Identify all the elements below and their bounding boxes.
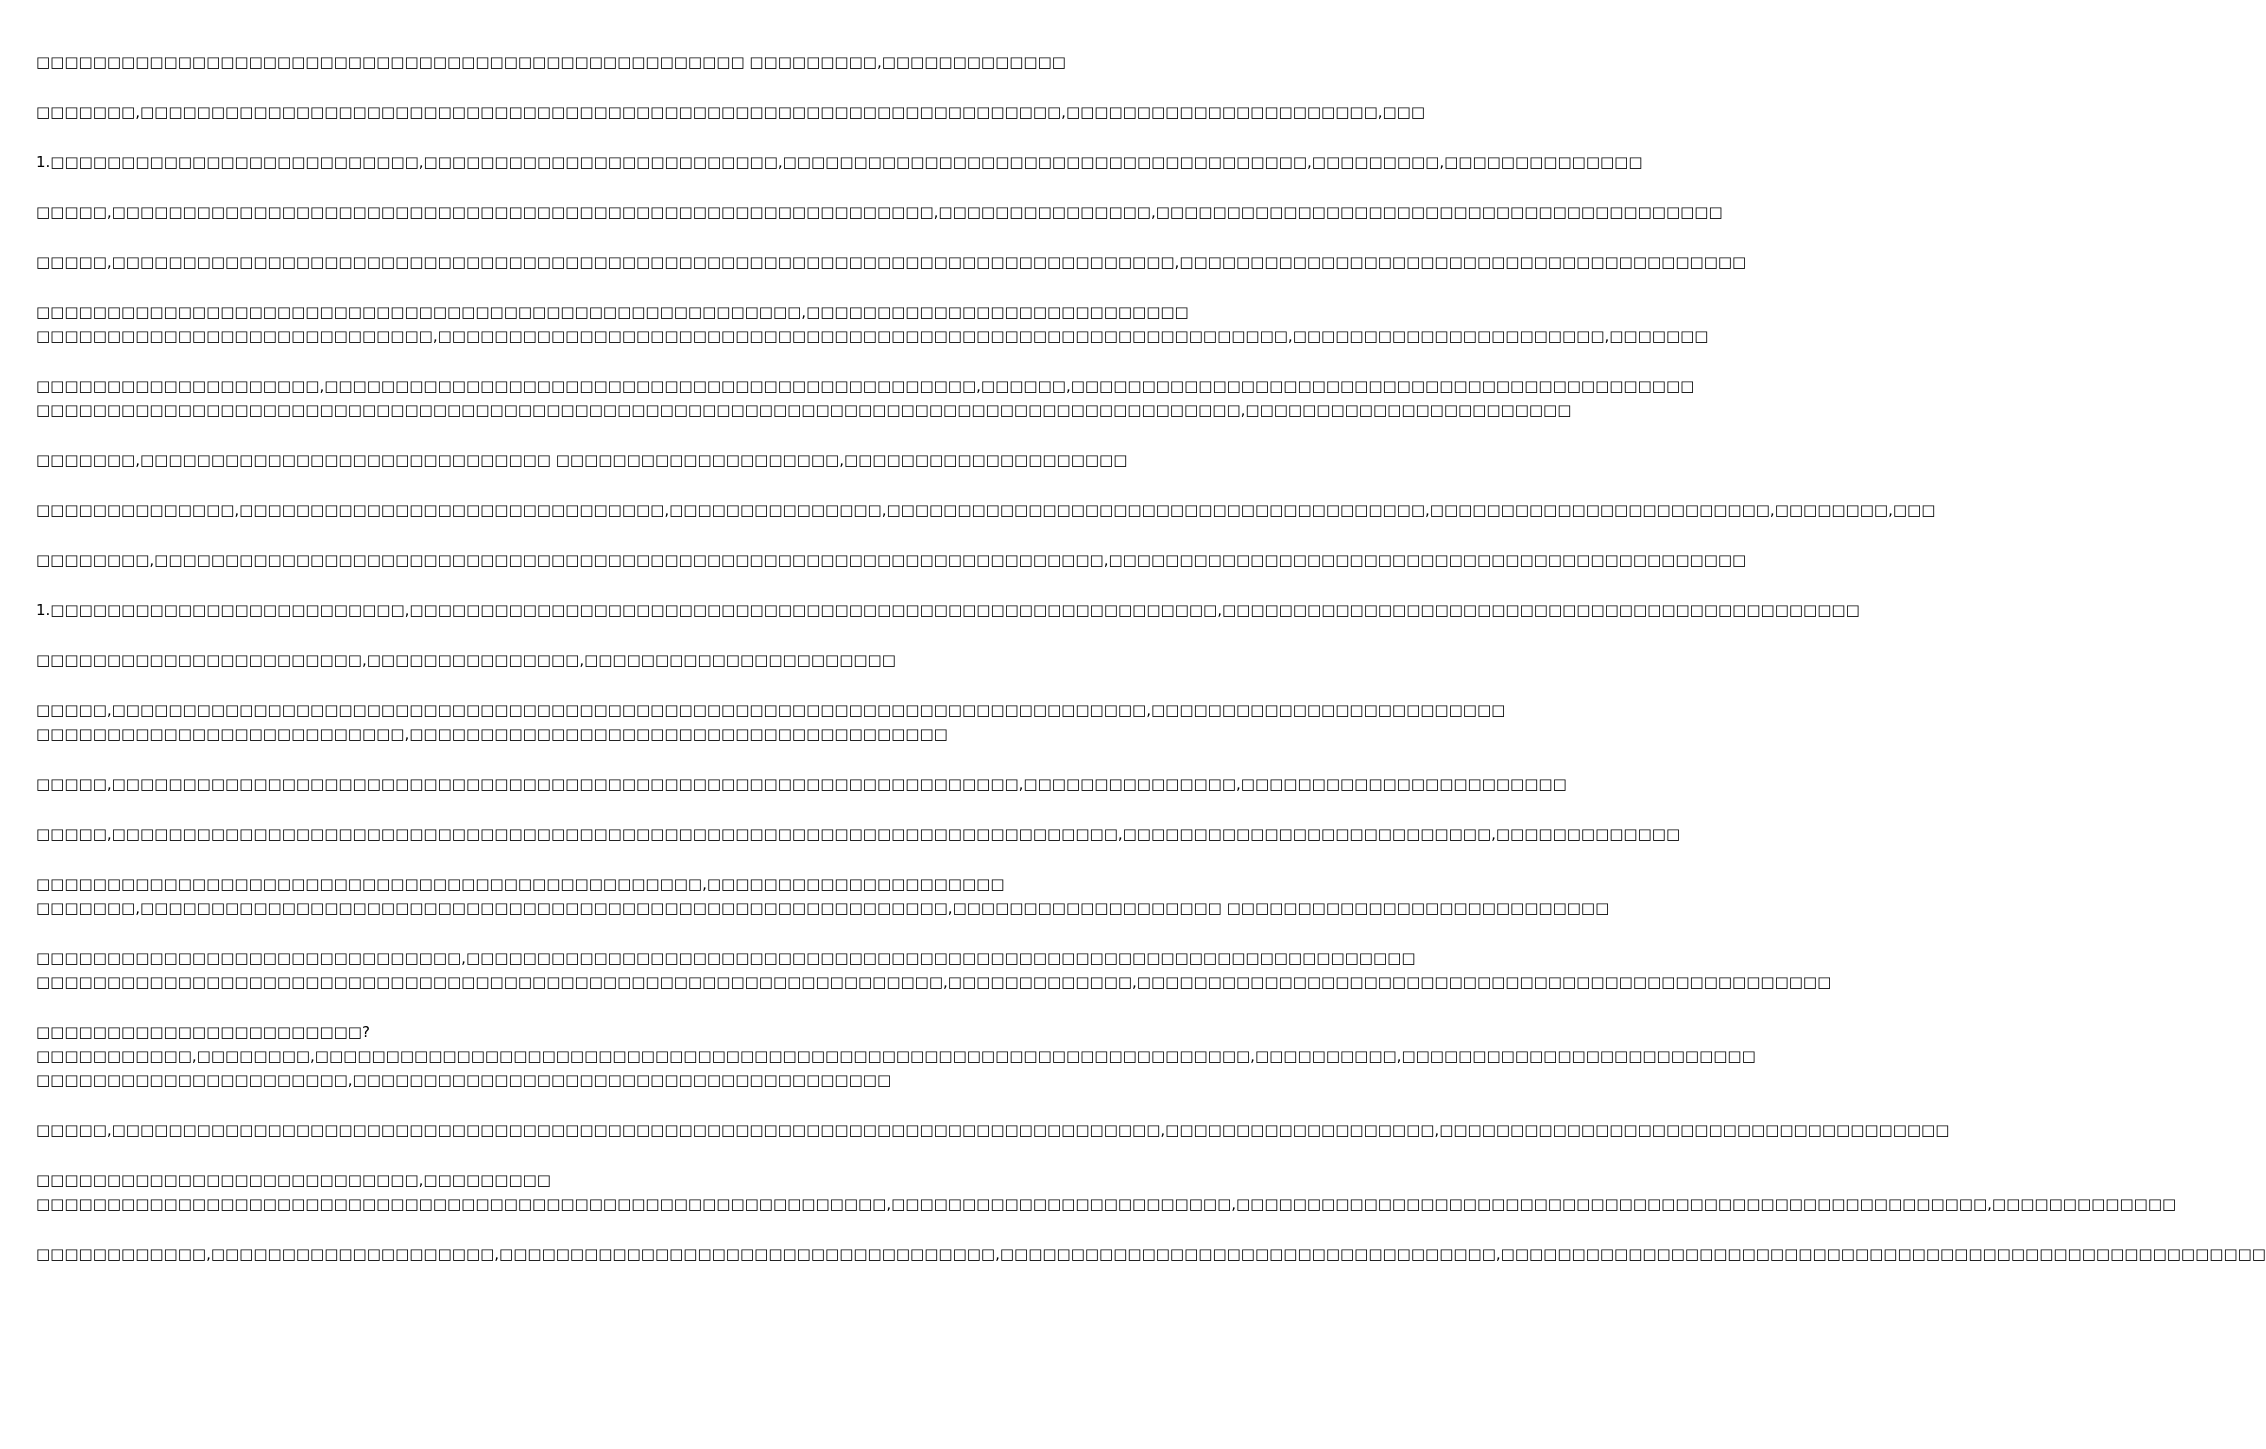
text-line: □□□□□□□,□□□□□□□□□□□□□□□□□□□□□□□□□□□□□ □□□□□□□□□□□□□□□□□□□□,□□□□□□□□□□□□□□□□□□□□ [36, 451, 1128, 469]
text-line: □□□□□□□□□□□□□□,□□□□□□□□□□□□□□□□□□□□□□□□□□□□□□,□□□□□□□□□□□□□□□,□□□□□□□□□□□□□□□□□□□□□□□□□□□□□□□□□□□□□□,□□□□□□□□□□□□□□□□□□□□□□□□,□□□□□□□□,□□□ [36, 501, 1936, 519]
paragraph [36, 548, 1747, 572]
text-line: □□□□□□□□□□□,□□□□□□□□,□□□□□□□□□□□□□□□□□□□□□□□□□□□□□□□□□□□□□□□□□□□□□□□□□□□□□□□□□□□□□□□□□□,□□□□□□□□□□,□□□□□□□□□□□□□□□□□□□□□□□□□ [36, 1047, 1756, 1065]
text-line: □□□□□□□□□□□□□□□□□□□□□□□□□□□□□□□□□□□□□□□□□□□□□□□□□□□□□□□□□□□□,□□□□□□□□□□□□□□□□□□□□□□□□,□□□□□□□□□□□□□□□□□□□□□□□□□□□□□□□□□□□□□□□□□□□□□□□□□□□□□,□□□□□□□□□□□□□ [36, 1195, 2177, 1213]
text-line: 1.□□□□□□□□□□□□□□□□□□□□□□□□□□,□□□□□□□□□□□□□□□□□□□□□□□□□,□□□□□□□□□□□□□□□□□□□□□□□□□□□□□□□□□□□□□,□□□□□□□□□,□□□□□□□□□□□□□□ [36, 153, 1643, 171]
paragraph [36, 250, 1747, 274]
paragraph [36, 872, 1610, 920]
text-line: □□□□□□□□□□□□□□□□□□□□,□□□□□□□□□□□□□□□□□□□□□□□□□□□□□□□□□□□□□□□□□□□□□□,□□□□□□,□□□□□□□□□□□□□□□□□□□□□□□□□□□□□□□□□□□□□□□□□□□□ [36, 377, 1695, 395]
paragraph [36, 1020, 1756, 1092]
paragraph [36, 150, 1643, 174]
document-body [36, 50, 2266, 1292]
text-line: □□□□□□□,□□□□□□□□□□□□□□□□□□□□□□□□□□□□□□□□□□□□□□□□□□□□□□□□□□□□□□□□□□□□□□□□□,□□□□□□□□□□□□□□□□□□□□□□,□□□ [36, 103, 1426, 121]
text-line: □□□□□□□□□□□□□□□□□□□□□□□,□□□□□□□□□□□□□□□,□□□□□□□□□□□□□□□□□□□□□□ [36, 651, 896, 669]
text-line: □□□□□,□□□□□□□□□□□□□□□□□□□□□□□□□□□□□□□□□□□□□□□□□□□□□□□□□□□□□□□□□□,□□□□□□□□□□□□□□□,□□□□□□□□□□□□□□□□□□□□□□□□□□□□□□□□□□□□□□□□ [36, 203, 1723, 221]
paragraph [36, 1118, 1950, 1142]
text-line: □□□□□,□□□□□□□□□□□□□□□□□□□□□□□□□□□□□□□□□□□□□□□□□□□□□□□□□□□□□□□□□□□□□□□□,□□□□□□□□□□□□□□□,□□□□□□□□□□□□□□□□□□□□□□□ [36, 775, 1567, 793]
paragraph [36, 1168, 2177, 1216]
text-line: □□□□□□□□□□□□,□□□□□□□□□□□□□□□□□□□□,□□□□□□□□□□□□□□□□□□□□□□□□□□□□□□□□□□□,□□□□□□□□□□□□□□□□□□□□□□□□□□□□□□□□□□□,□□□□□□□□□□□□□□□□□□□□□□□□□□□□□□□□□□□□□□□□□□□□□□□□□□□□□□ [36, 1245, 2266, 1263]
text-line: □□□□□,□□□□□□□□□□□□□□□□□□□□□□□□□□□□□□□□□□□□□□□□□□□□□□□□□□□□□□□□□□□□□□□□□□□□□□□□□,□□□□□□□□□□□□□□□□□□□□□□□□□ [36, 701, 1506, 719]
text-line: □□□□□□□□□□□□□□□□□□□□□□□□□□,□□□□□□□□□□□□□□□□□□□□□□□□□□□□□□□□□□□□□□ [36, 725, 948, 743]
paragraph [36, 100, 1426, 124]
paragraph [36, 822, 1681, 846]
paragraph [36, 200, 1723, 224]
text-line: □□□□□,□□□□□□□□□□□□□□□□□□□□□□□□□□□□□□□□□□□□□□□□□□□□□□□□□□□□□□□□□□□□□□□□□□□□□□□□□□,□□□□□□□□□□□□□□□□□□□,□□□□□□□□□□□□□□□□□□□□□□□□□□□□□□□□□□□□ [36, 1121, 1950, 1139]
text-line: □□□□□□□□□□□□□□□□□□□□□□□? [36, 1023, 370, 1041]
text-line: □□□□□□□□□□□□□□□□□□□□□□□□□□□□□□□□□□□□□□□□□□□□□□□□□□□□□□,□□□□□□□□□□□□□□□□□□□□□□□□□□□ [36, 303, 1189, 321]
paragraph [36, 698, 1506, 746]
text-line: □□□□□□□□□□□□□□□□□□□□□□,□□□□□□□□□□□□□□□□□□□□□□□□□□□□□□□□□□□□□□ [36, 1071, 892, 1089]
paragraph [36, 300, 1709, 348]
text-line: 1.□□□□□□□□□□□□□□□□□□□□□□□□□,□□□□□□□□□□□□□□□□□□□□□□□□□□□□□□□□□□□□□□□□□□□□□□□□□□□□□□□□□,□□□□□□□□□□□□□□□□□□□□□□□□□□□□□□□□□□□□□□□□□□□□□ [36, 601, 1860, 619]
paragraph [36, 374, 1695, 422]
text-line: □□□□□□□□□□□□□□□□□□□□□□□□□□□□□□□□□□□□□□□□□□□□□□□□□□□□□□□□□□□□□□□□□□□□□□□□□□□□□□□□□□□□□,□□□□□□□□□□□□□□□□□□□□□□□ [36, 401, 1572, 419]
text-line: □□□□□□□□□□□□□□□□□□□□□□□□□□□□□□,□□□□□□□□□□□□□□□□□□□□□□□□□□□□□□□□□□□□□□□□□□□□□□□□□□□□□□□□□□□□□□□□□□□ [36, 949, 1416, 967]
text-line: □□□□□□□,□□□□□□□□□□□□□□□□□□□□□□□□□□□□□□□□□□□□□□□□□□□□□□□□□□□□□□□□□,□□□□□□□□□□□□□□□□□□□ □□□□□□□□□□□□□□□□□□□□□□□□□□□ [36, 899, 1610, 917]
paragraph [36, 946, 1832, 994]
text-line: □□□□□,□□□□□□□□□□□□□□□□□□□□□□□□□□□□□□□□□□□□□□□□□□□□□□□□□□□□□□□□□□□□□□□□□□□□□□□□□□□,□□□□□□□□□□□□□□□□□□□□□□□□□□□□□□□□□□□□□□□□ [36, 253, 1747, 271]
paragraph [36, 1242, 2266, 1266]
text-line: □□□□□□□□□□□□□□□□□□□□□□□□□□□,□□□□□□□□□ [36, 1171, 551, 1189]
text-line: □□□□□□□□□□□□□□□□□□□□□□□□□□□□□□□□□□□□□□□□□□□□□□□□□□□□□□□□□□□□□□□□,□□□□□□□□□□□□□,□□□□□□□□□□□□□□□□□□□□□□□□□□□□□□□□□□□□□□□□□□□□□□□□□ [36, 973, 1832, 991]
paragraph [36, 598, 1860, 622]
text-line: □□□□□,□□□□□□□□□□□□□□□□□□□□□□□□□□□□□□□□□□□□□□□□□□□□□□□□□□□□□□□□□□□□□□□□□□□□□□□,□□□□□□□□□□□□□□□□□□□□□□□□□□,□□□□□□□□□□□□□ [36, 825, 1681, 843]
paragraph [36, 448, 1128, 472]
text-line: □□□□□□□□□□□□□□□□□□□□□□□□□□□□□□□□□□□□□□□□□□□□□□□□□□ □□□□□□□□□,□□□□□□□□□□□□□ [36, 53, 1066, 71]
paragraph [36, 648, 990, 672]
paragraph [36, 772, 1567, 796]
text-line: □□□□□□□□,□□□□□□□□□□□□□□□□□□□□□□□□□□□□□□□□□□□□□□□□□□□□□□□□□□□□□□□□□□□□□□□□□□□,□□□□□□□□□□□□□□□□□□□□□□□□□□□□□□□□□□□□□□□□□□□□□ [36, 551, 1747, 569]
text-line: □□□□□□□□□□□□□□□□□□□□□□□□□□□□,□□□□□□□□□□□□□□□□□□□□□□□□□□□□□□□□□□□□□□□□□□□□□□□□□□□□□□□□□□□□,□□□□□□□□□□□□□□□□□□□□□□,□□□□□□□ [36, 327, 1709, 345]
paragraph [36, 498, 1936, 522]
text-line: □□□□□□□□□□□□□□□□□□□□□□□□□□□□□□□□□□□□□□□□□□□□□□□,□□□□□□□□□□□□□□□□□□□□□ [36, 875, 1005, 893]
paragraph [36, 50, 1066, 74]
